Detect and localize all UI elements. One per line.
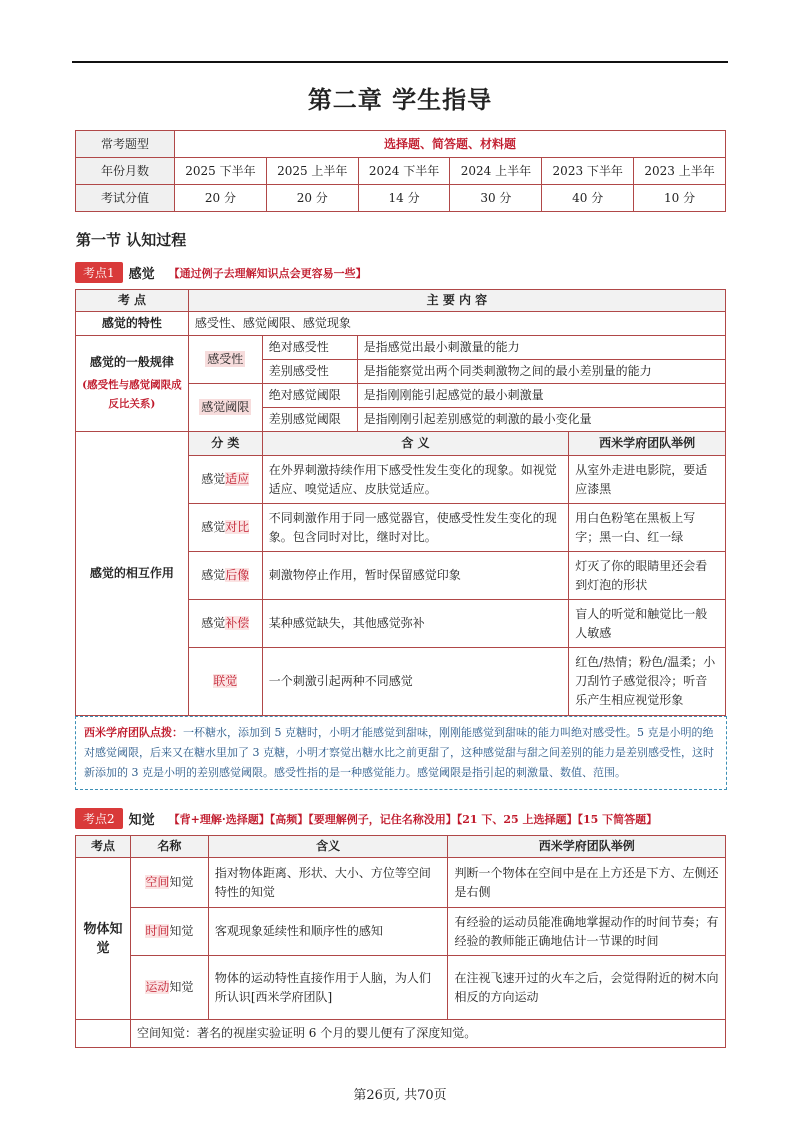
exam-info-table [75,130,726,212]
example-cell: 从室外走进电影院，要适应漆黑 [569,456,726,504]
item-desc: 是指能察觉出两个同类刺激物之间的最小差别量的能力 [357,360,725,384]
item-name: 绝对感受性 [262,336,357,360]
class-keyword: 对比 [225,520,250,534]
item-name: 差别感觉阈限 [262,408,357,432]
year-cell: 2024 下半年 [358,158,450,185]
row-sublabel: (感受性与感觉阈限成反比关系) [82,379,182,410]
example-cell: 有经验的运动员能准确地掌握动作的时间节奏；有经验的教师能正确地估计一节课的时间 [448,908,726,956]
class-cell [188,504,262,552]
example-cell: 判断一个物体在空间中是在上方还是下方、左侧还是右侧 [448,858,726,908]
row-label: 感觉的相互作用 [76,432,189,716]
item-name: 差别感受性 [262,360,357,384]
meaning-cell: 一个刺激引起两种不同感觉 [262,648,568,716]
name-cell [130,858,208,908]
key-point-tag: 考点1 [75,262,123,283]
name-cell [130,908,208,956]
header-content: 主 要 内 容 [188,290,725,312]
threshold-label: 感觉阈限 [201,400,250,414]
item-desc: 是指感觉出最小刺激量的能力 [357,336,725,360]
class-prefix: 感觉 [201,616,226,630]
item-name: 绝对感觉阈限 [262,384,357,408]
row-label: 感觉的特性 [76,312,189,336]
meaning-cell: 不同刺激作用于同一感觉器官，使感受性发生变化的现象。包含同时对比，继时对比。 [262,504,568,552]
item-desc: 是指刚刚引起差别感觉的刺激的最小变化量 [357,408,725,432]
sensation-table [75,289,726,716]
tips-text: 一杯糖水，添加到 5 克糖时，小明才能感觉到甜味，刚刚能感觉到甜味的能力叫绝对感受性。5 克是小明的绝对感觉阈限，后来又在糖水里加了 3 克糖，小明才察觉出糖水比之前更甜了，这种感觉甜与甜之间差别的能力是差别感受性，这时新添加的 3 克是小明的差别感觉阈限。感受性指的是一种感觉能力。感觉阈限是指引起的刺激量、数值、范围。 [84,726,714,779]
year-cell: 2023 下半年 [542,158,634,185]
key-point-note: 【背+理解·选择题】【高频】【要理解例子，记住名称没用】【21 下、25 上选择题】【15 下简答题】 [168,812,658,826]
class-cell [188,552,262,600]
year-cell: 2025 上半年 [266,158,358,185]
key-point-header [75,262,367,283]
class-keyword: 联觉 [213,674,238,688]
meaning-cell: 客观现象延续性和顺序性的感知 [208,908,448,956]
header-meaning: 含义 [208,836,448,858]
name-keyword: 空间 [145,875,170,889]
header-name: 名称 [130,836,208,858]
threshold-cell [188,384,262,432]
perception-table [75,835,726,1048]
example-cell: 在注视飞速开过的火车之后，会觉得附近的树木向相反的方向运动 [448,956,726,1020]
class-prefix: 感觉 [201,472,226,486]
key-point-name: 感觉 [128,267,155,282]
header-point: 考 点 [76,290,189,312]
name-keyword: 运动 [145,980,170,994]
score-cell: 20 分 [266,185,358,212]
class-cell [188,456,262,504]
year-cell: 2025 下半年 [175,158,267,185]
key-point-note: 【通过例子去理解知识点会更容易一些】 [168,266,367,280]
top-rule [72,61,728,63]
class-keyword: 适应 [225,472,250,486]
header-example: 西米学府团队举例 [569,432,726,456]
header-example: 西米学府团队举例 [448,836,726,858]
class-keyword: 补偿 [225,616,250,630]
example-cell: 灯灭了你的眼睛里还会看到灯泡的形状 [569,552,726,600]
class-keyword: 后像 [225,568,250,582]
general-law-cell [76,336,189,432]
footnote-cell: 空间知觉：著名的视崖实验证明 6 个月的婴儿便有了深度知觉。 [130,1020,725,1048]
example-cell: 用白色粉笔在黑板上写字；黑一白、红一绿 [569,504,726,552]
example-cell: 盲人的听觉和触觉比一般人敏感 [569,600,726,648]
header-meaning: 含 义 [262,432,568,456]
meaning-cell: 某种感觉缺失，其他感觉弥补 [262,600,568,648]
class-prefix: 感觉 [201,520,226,534]
class-prefix: 感觉 [201,568,226,582]
row-label: 常考题型 [76,131,175,158]
meaning-cell: 物体的运动特性直接作用于人脑，为人们所认识[西米学府团队] [208,956,448,1020]
header-class: 分 类 [188,432,262,456]
meaning-cell: 指对物体距离、形状、大小、方位等空间特性的知觉 [208,858,448,908]
key-point-header [75,808,657,829]
question-types: 选择题、简答题、材料题 [175,131,726,158]
group-label: 物体知觉 [76,858,131,1020]
score-cell: 40 分 [542,185,634,212]
year-cell: 2023 上半年 [634,158,726,185]
footnote-spacer [76,1020,131,1048]
sensitivity-cell [188,336,262,384]
name-suffix: 知觉 [169,924,194,938]
header-point: 考点 [76,836,131,858]
key-point-tag: 考点2 [75,808,123,829]
meaning-cell: 在外界刺激持续作用下感受性发生变化的现象。如视觉适应、嗅觉适应、皮肤觉适应。 [262,456,568,504]
class-cell [188,600,262,648]
item-desc: 是指刚刚能引起感觉的最小刺激量 [357,384,725,408]
score-cell: 30 分 [450,185,542,212]
tips-label: 西米学府团队点拨： [84,726,183,739]
row-label: 年份月数 [76,158,175,185]
name-suffix: 知觉 [169,875,194,889]
name-cell [130,956,208,1020]
example-cell: 红色/热情；粉色/温柔；小刀刮竹子感觉很冷；听音乐产生相应视觉形象 [569,648,726,716]
row-label: 感觉的一般规律 [89,355,174,369]
page-number: 第26页, 共70页 [353,1088,447,1103]
meaning-cell: 刺激物停止作用，暂时保留感觉印象 [262,552,568,600]
name-suffix: 知觉 [169,980,194,994]
score-cell: 14 分 [358,185,450,212]
class-cell [188,648,262,716]
tips-box [75,716,727,790]
section-title: 第一节 认知过程 [76,231,187,249]
row-value: 感受性、感觉阈限、感觉现象 [188,312,725,336]
sensitivity-label: 感受性 [207,352,244,366]
score-cell: 20 分 [175,185,267,212]
score-cell: 10 分 [634,185,726,212]
year-cell: 2024 上半年 [450,158,542,185]
page-title: 第二章 学生指导 [307,86,493,114]
row-label: 考试分值 [76,185,175,212]
key-point-name: 知觉 [128,813,155,828]
name-keyword: 时间 [145,924,170,938]
